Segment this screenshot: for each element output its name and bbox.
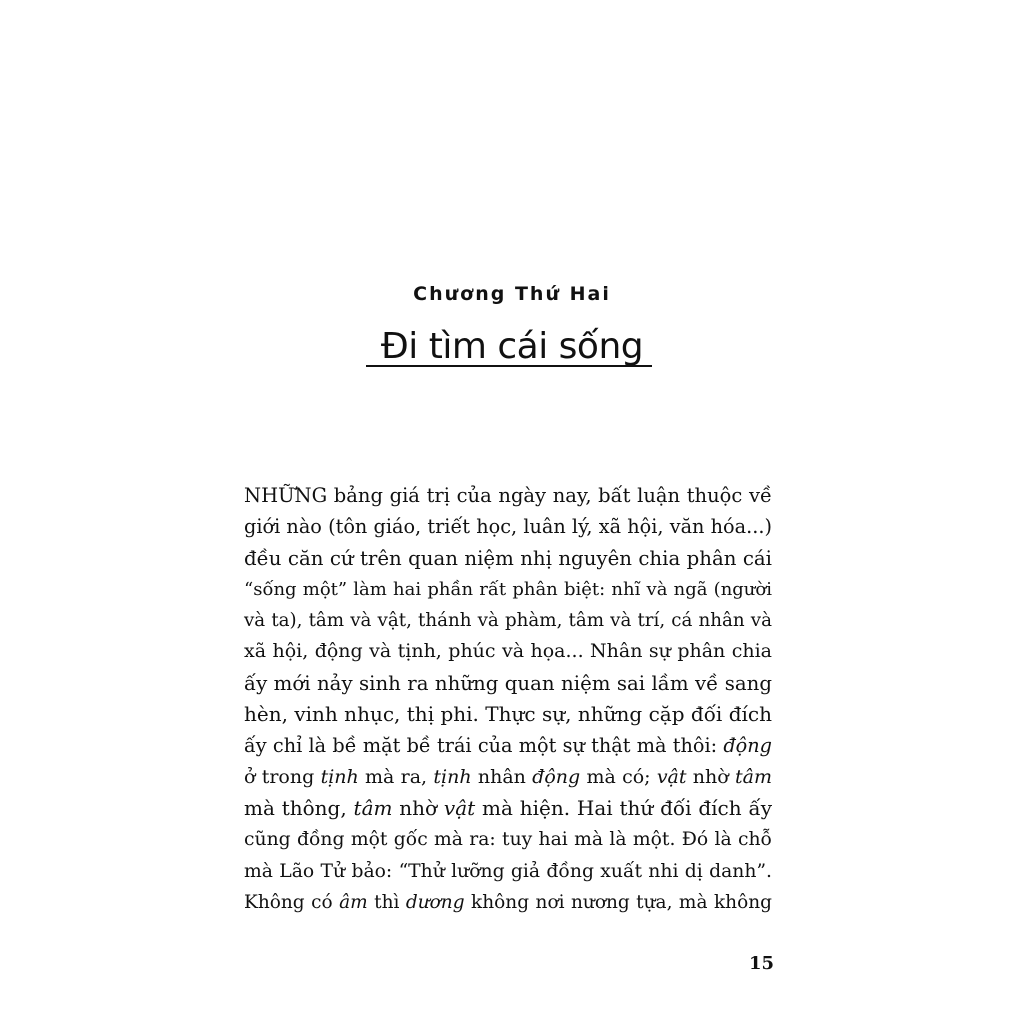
text-line: giới nào (tôn giáo, triết học, luân lý, xã hội, văn hóa...) [244, 515, 772, 539]
text-line: ấy chỉ là bề mặt bề trái của một sự thật mà thôi: động [244, 734, 772, 758]
title-underline [366, 365, 652, 367]
text-line: mà Lão Tử bảo: “Thử lưỡng giả đồng xuất nhi dị danh”. [244, 860, 772, 882]
text-line: xã hội, động và tịnh, phúc và họa... Nhân sự phân chia [244, 640, 772, 663]
text-line: và ta), tâm và vật, thánh và phàm, tâm và trí, cá nhân và [244, 610, 772, 632]
text-line: “sống một” làm hai phần rất phân biệt: nhĩ và ngã (người [244, 578, 772, 600]
text-line: ở trong tịnh mà ra, tịnh nhân động mà có; vật nhờ tâm [244, 765, 772, 788]
body-text [244, 480, 772, 918]
text-line: cũng đồng một gốc mà ra: tuy hai mà là một. Đó là chỗ [244, 829, 772, 851]
text-line: ấy mới nảy sinh ra những quan niệm sai lầm về sang [244, 671, 772, 695]
text-line: mà thông, tâm nhờ vật mà hiện. Hai thứ đối đích ấy [244, 795, 772, 820]
page-number: 15 [748, 953, 774, 974]
chapter-label: Chương Thứ Hai [413, 283, 611, 305]
text-line: Không có âm thì dương không nơi nương tựa, mà không [244, 891, 772, 913]
chapter-title: Đi tìm cái sống [380, 326, 644, 367]
text-line: hèn, vinh nhục, thị phi. Thực sự, những cặp đối đích [244, 702, 772, 727]
text-line: NHỮNG bảng giá trị của ngày nay, bất luận thuộc về [244, 484, 772, 507]
text-line: đều căn cứ trên quan niệm nhị nguyên chia phân cái [244, 546, 772, 570]
